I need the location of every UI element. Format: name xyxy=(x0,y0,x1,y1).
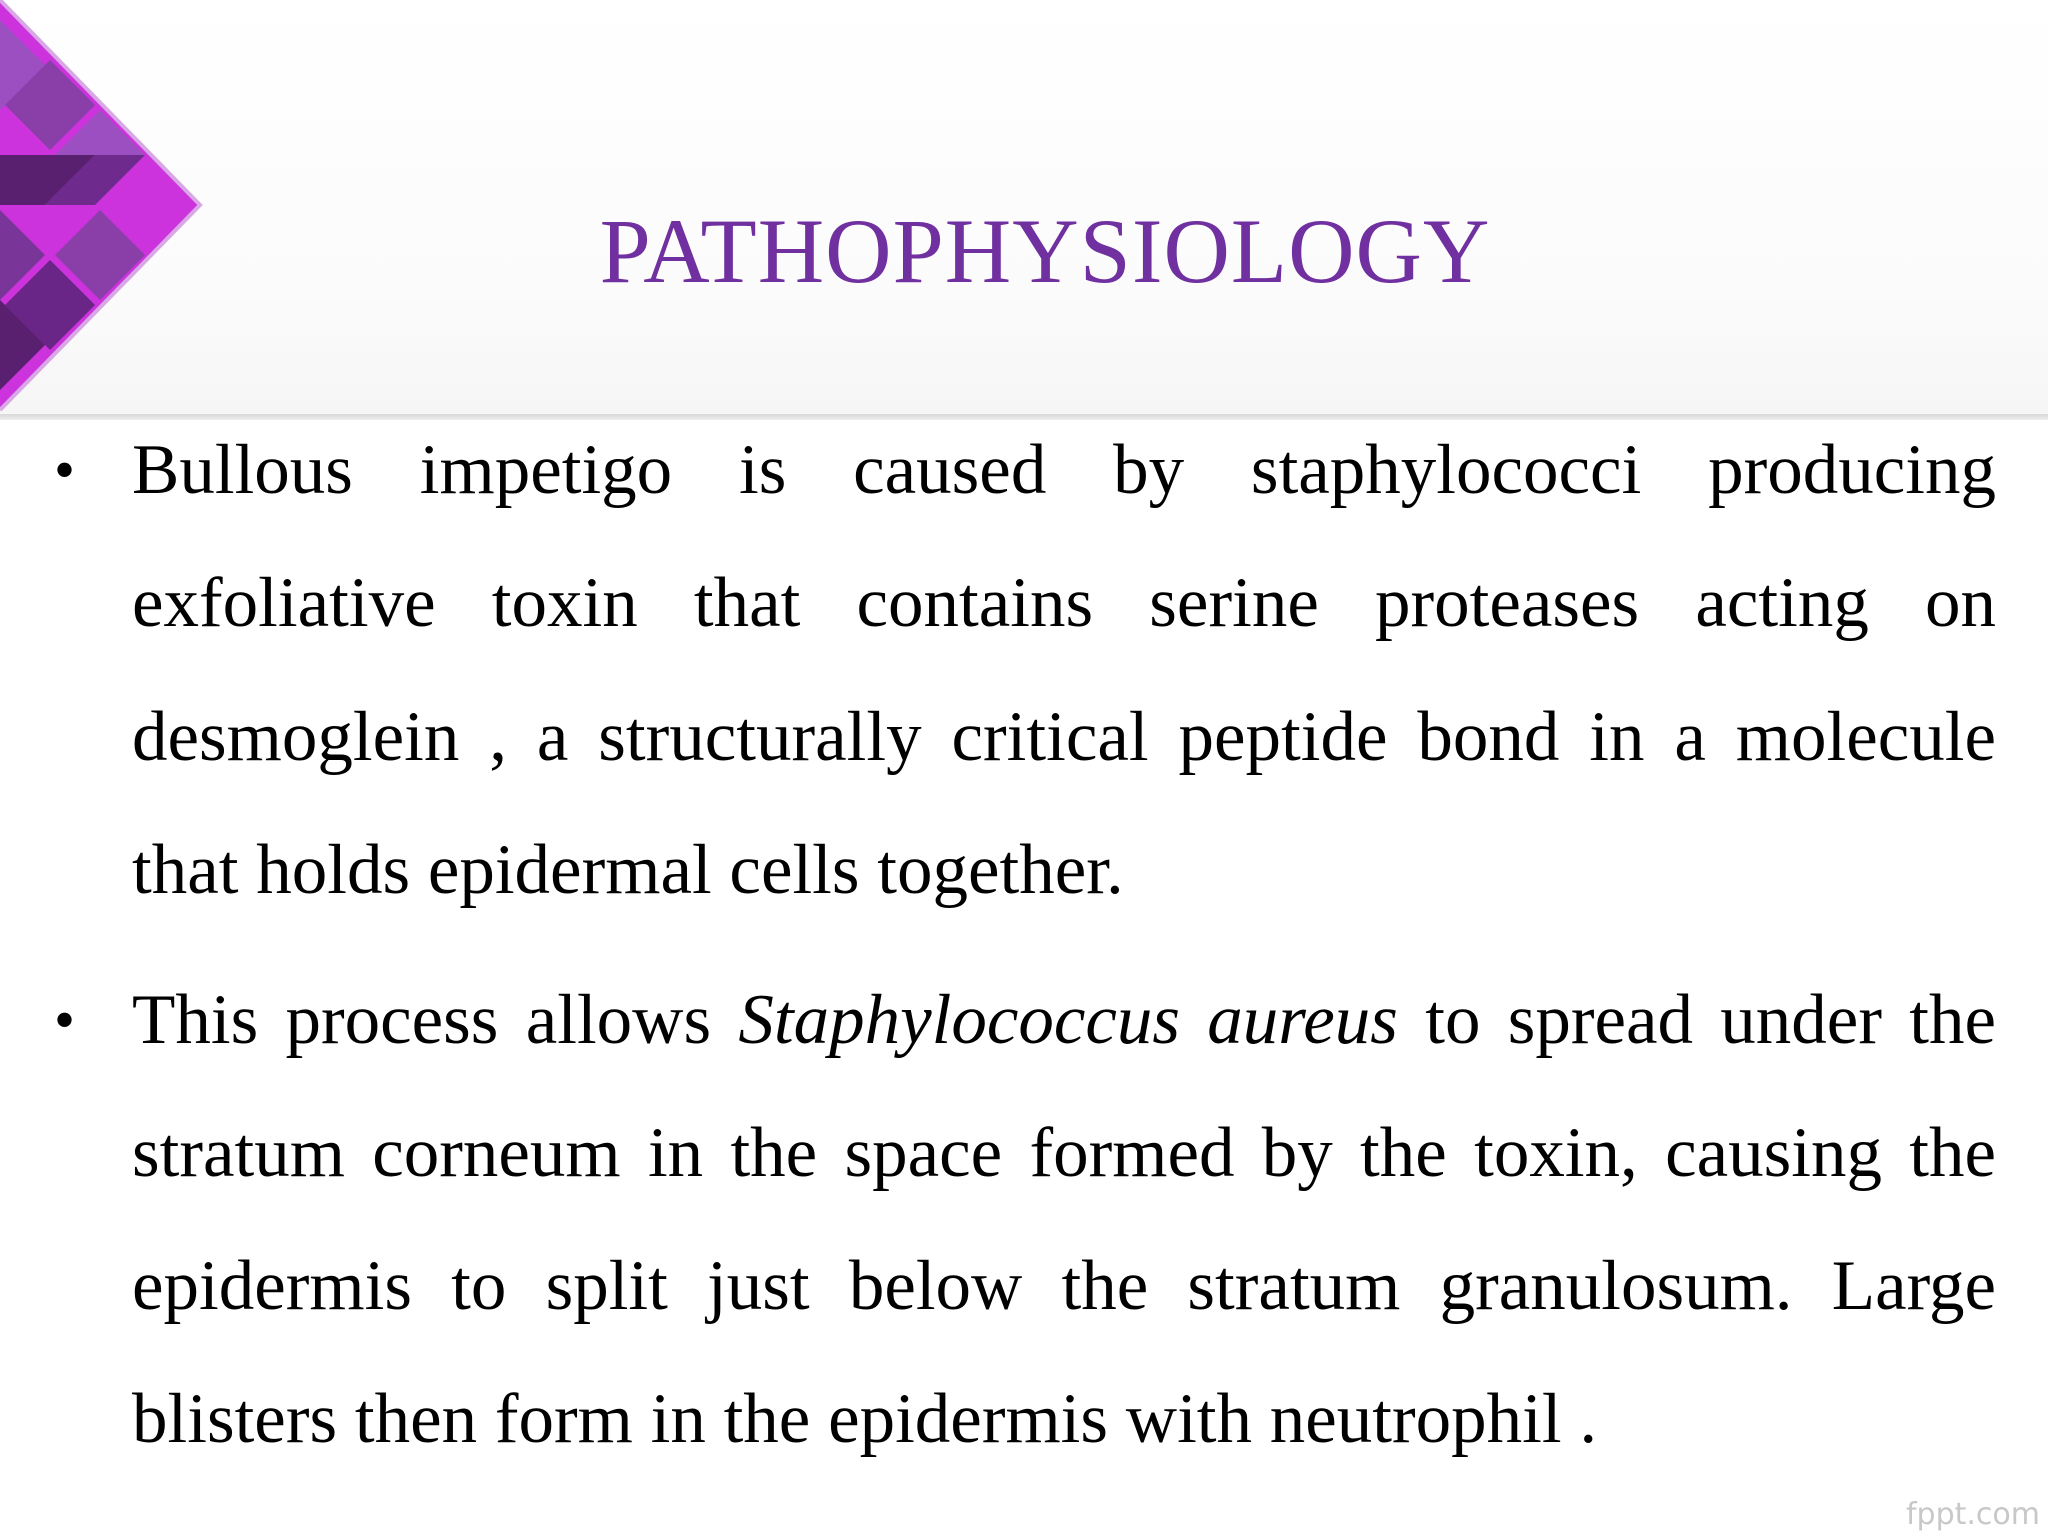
bullet-1-line-1: Bullous impetigo is caused by staphylococci producing xyxy=(132,431,1996,509)
bullet-2-line-4: blisters then form in the epidermis with neutrophil . xyxy=(132,1380,1598,1458)
bullet-2-italic-organism: Staphylococcus aureus xyxy=(738,981,1398,1059)
bullet-marker: • xyxy=(54,987,76,1053)
bullet-2-line-2: stratum corneum in the space formed by the toxin, causing the xyxy=(132,1114,1996,1192)
bullet-2-text-before: This process allows xyxy=(132,981,739,1059)
bullet-2-text-after: to spread under the xyxy=(1397,981,1996,1059)
watermark: fppt.com xyxy=(1905,1497,2040,1532)
bullet-1-line-4: that holds epidermal cells together. xyxy=(132,831,1124,909)
bullet-2-line-3: epidermis to split just below the stratum granulosum. Large xyxy=(132,1247,1996,1325)
bullet-1-line-3: desmoglein , a structurally critical peptide bond in a molecule xyxy=(132,698,1996,776)
bullet-2-line-1 xyxy=(132,975,1996,1065)
slide-title: PATHOPHYSIOLOGY xyxy=(599,200,1491,302)
bullet-1-line-2: exfoliative toxin that contains serine proteases acting on xyxy=(132,564,1996,642)
bullet-marker: • xyxy=(54,437,76,503)
